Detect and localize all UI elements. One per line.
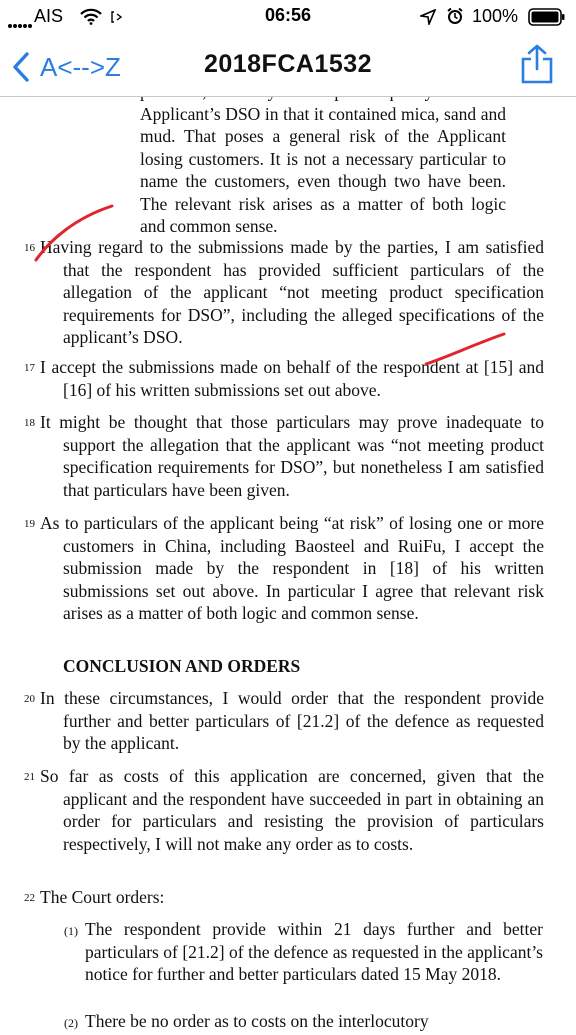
paragraph-text: It might be thought that those particulars may prove inadequate to support the allegation that the applicant was “not meeting product specification requirements for DSO”, but nonetheless I am satisfied that particulars have been given. bbox=[40, 412, 544, 500]
order-number: (2) bbox=[64, 1016, 78, 1030]
battery-icon bbox=[528, 8, 566, 26]
status-bar bbox=[0, 0, 576, 34]
quoted-submission: Applicant’s DSO in that it contained mica, sand and mud. That poses a general risk of the Applicant losing customers. It is not a necessary particular to name the customers, even though two have been. The relevant risk arises as a matter of both logic and common sense. bbox=[140, 103, 506, 236]
carrier-name: AIS bbox=[34, 6, 64, 26]
red-annotation-mark bbox=[30, 200, 120, 266]
order-2 bbox=[64, 1010, 543, 1033]
page-title: 2018FCA1532 bbox=[203, 50, 373, 78]
paragraph-text: The Court orders: bbox=[40, 887, 165, 907]
paragraph-19 bbox=[24, 512, 544, 625]
alarm-icon bbox=[446, 7, 464, 25]
order-1 bbox=[64, 918, 543, 986]
paragraph-number: 20 bbox=[24, 693, 35, 705]
paragraph-22 bbox=[24, 886, 544, 909]
paragraph-number: 17 bbox=[24, 362, 35, 374]
paragraph-number: 16 bbox=[24, 242, 35, 254]
paragraph-18 bbox=[24, 411, 544, 501]
back-button-label: A<-->Z bbox=[40, 52, 121, 82]
order-number: (1) bbox=[64, 924, 78, 938]
order-text: There be no order as to costs on the interlocutory bbox=[85, 1011, 429, 1031]
paragraph-text: Having regard to the submissions made by the parties, I am satisfied that the respondent has provided sufficient particulars of the allegation of the applicant “not meeting product specification requirements for DSO”, including the alleged specifications of the applicant’s DSO. bbox=[40, 237, 544, 347]
clock-time: 06:56 bbox=[264, 5, 312, 25]
paragraph-text: So far as costs of this application are concerned, given that the applicant and the respondent have succeeded in part in obtaining an order for particulars and resisting the provision of particulars respectively, I will not make any order as to costs. bbox=[40, 766, 544, 854]
paragraph-text: In these circumstances, I would order that the respondent provide further and better particulars of [21.2] of the defence as requested by the applicant. bbox=[40, 688, 544, 753]
section-heading: CONCLUSION AND ORDERS bbox=[63, 656, 301, 676]
share-icon[interactable] bbox=[520, 44, 554, 84]
red-annotation-mark bbox=[420, 330, 510, 370]
paragraph-number: 18 bbox=[24, 417, 35, 429]
paragraph-text: I accept the submissions made on behalf of the respondent at [15] and [16] of his written submissions set out above. bbox=[40, 357, 544, 400]
paragraph-number: 19 bbox=[24, 518, 35, 530]
order-text: The respondent provide within 21 days further and better particulars of [21.2] of the defence as requested in the applicant’s notice for further and better particulars dated 15 May 2018. bbox=[85, 919, 543, 984]
location-arrow-icon bbox=[420, 9, 436, 25]
paragraph-21 bbox=[24, 765, 544, 855]
navigation-bar bbox=[0, 34, 576, 97]
paragraph-text: As to particulars of the applicant being “at risk” of losing one or more customers in China, including Baosteel and RuiFu, I accept the submission made by the respondent in [18] of his written submissions set out above. In particular I agree that relevant risk arises as a matter of both logic and common sense. bbox=[40, 513, 544, 623]
paragraph-number: 22 bbox=[24, 892, 35, 904]
paragraph-number: 21 bbox=[24, 771, 35, 783]
paragraph-20 bbox=[24, 687, 544, 755]
battery-percentage: 100% bbox=[471, 6, 518, 26]
